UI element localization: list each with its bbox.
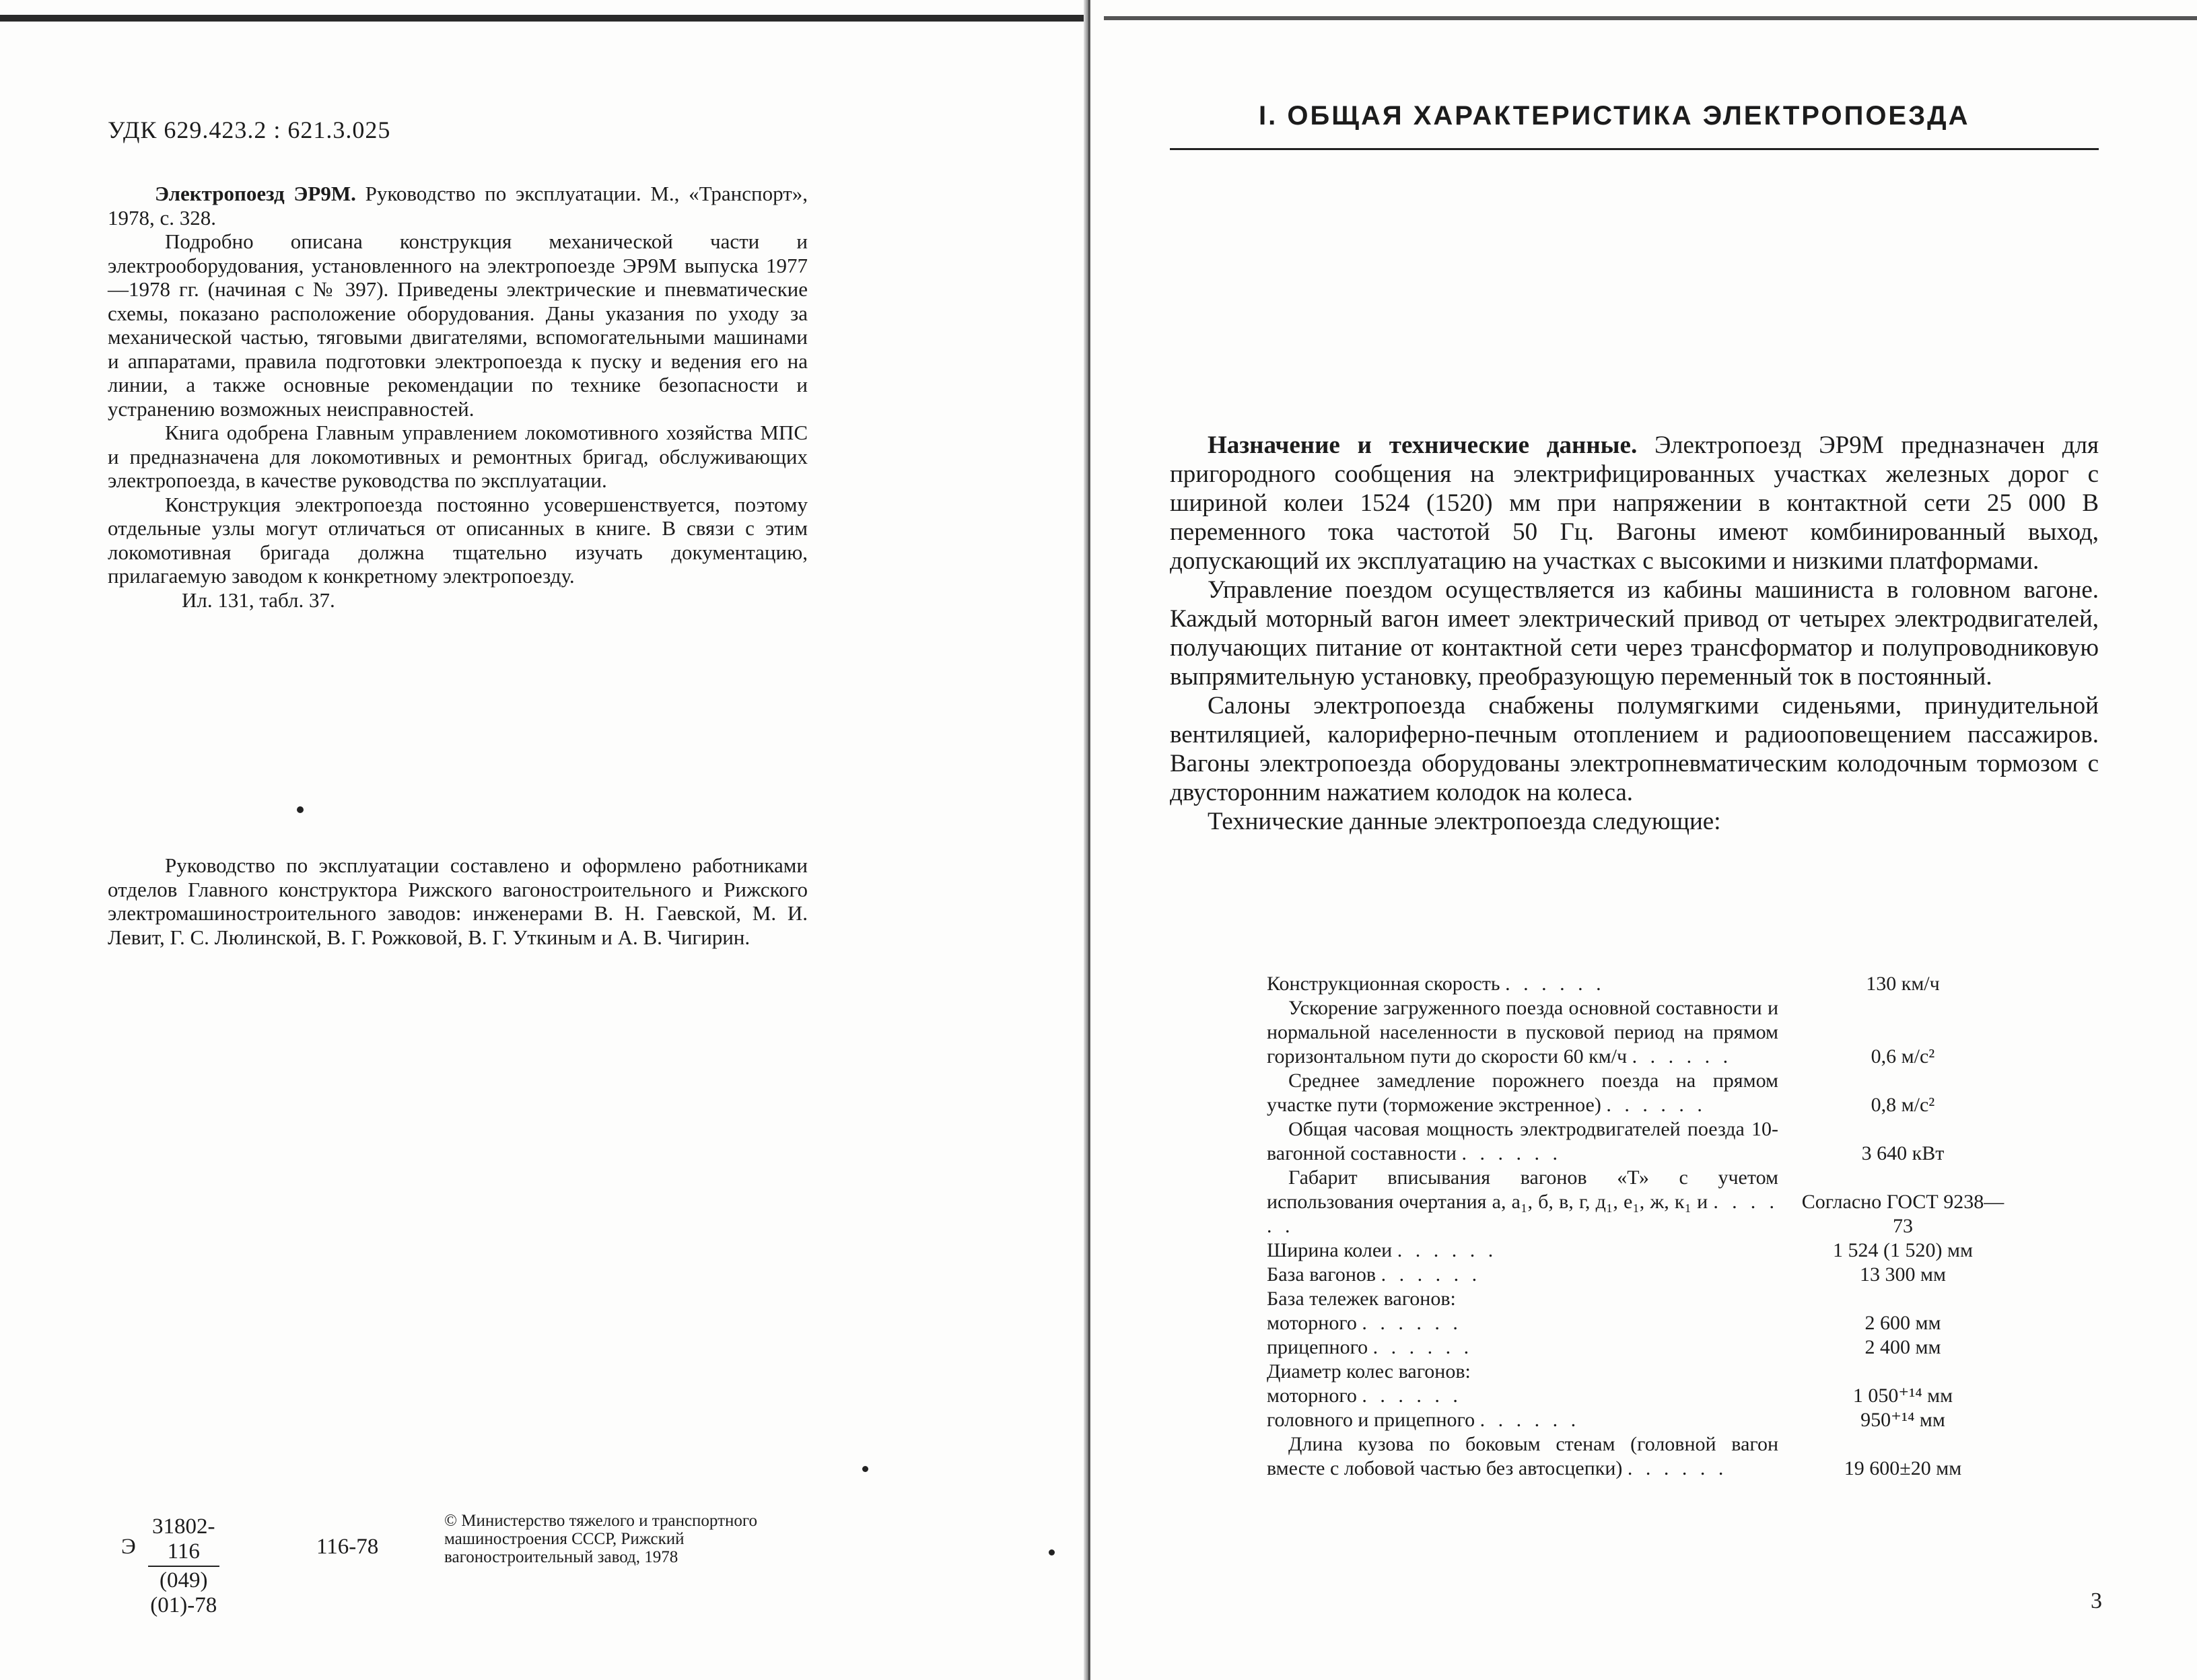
spec-label: прицепного . . . . . . (1267, 1336, 1473, 1358)
spec-label: База тележек вагонов: (1267, 1288, 1456, 1310)
udk-code: УДК 629.423.2 : 621.3.025 (108, 116, 391, 143)
spec-row (1267, 996, 2013, 1069)
spec-row (1267, 1408, 2013, 1432)
scan-edge-shadow (1104, 16, 2197, 20)
left-page (0, 0, 1090, 1680)
spec-row (1267, 1263, 2013, 1287)
spec-value: 1 524 (1 520) мм (1833, 1239, 1973, 1261)
annotation-title-rest: Руководство по эксплуатации. М., «Транспорт», 1978, с. 328. (108, 182, 808, 230)
spec-row (1267, 1311, 2013, 1335)
spec-label: Среднее замедление порожнего поезда на прямом участке пути (торможение экстренное) . . . . . . (1267, 1070, 1778, 1116)
copyright: © Министерство тяжелого и транспортного машиностроения СССР, Рижский вагоностроительный завод, 1978 (444, 1512, 758, 1566)
paragraph-specs-intro: Технические данные электропоезда следующие: (1208, 808, 1721, 835)
print-speck (297, 806, 304, 813)
spec-value (1778, 1360, 2013, 1384)
annotation-title (108, 182, 808, 230)
spec-row (1267, 972, 2013, 996)
spec-value: 13 300 мм (1860, 1263, 1946, 1286)
spec-label: Ширина колеи . . . . . . (1267, 1239, 1498, 1261)
spec-value: 2 600 мм (1864, 1312, 1941, 1334)
paragraph-salons: Салоны электропоезда снабжены полумягкими сиденьями, принудительной вентиляцией, калориферно-печным отоплением и радиооповещением пассажиров. Вагоны электропоезда оборудованы электропневматическим колодочным тормозом с двусторонним нажатием колодок на колеса. (1170, 692, 2099, 806)
spec-value: 130 км/ч (1866, 973, 1940, 995)
chapter-title: I. ОБЩАЯ ХАРАКТЕРИСТИКА ЭЛЕКТРОПОЕЗДА (1259, 101, 1970, 131)
imprint-denominator: (049) (01)-78 (150, 1568, 217, 1617)
paragraph-purpose-text: Электропоезд ЭР9М предназначен для пригородного сообщения на электрифицированных участках железных дорог с шириной колеи 1524 (1520) мм при напряжении в контактной сети 25 000 В переменного тока частотой 50 Гц. Вагоны имеют комбинированный выход, допускающий их эксплуатацию на участках с высокими и низкими платформами. (1170, 431, 2099, 575)
print-speck (862, 1466, 868, 1472)
spec-row (1267, 1117, 2013, 1166)
spec-value: 3 640 кВт (1861, 1142, 1945, 1164)
spec-label: Ускорение загруженного поезда основной составности и нормальной населенности в пусковой период на прямом горизонтальном пути до скорости 60 км/ч . . . . . . (1267, 997, 1778, 1068)
spec-row (1267, 1166, 2013, 1238)
authors-note-text: Руководство по эксплуатации составлено и оформлено работниками отделов Главного конструктора Рижского вагоностроительного и Рижского электромашиностроительного заводов: инженерами В. Н. Гаевской, М. И. Левит, Г. С. Люлинской, В. Г. Рожковой, В. Г. Уткиным и А. В. Чигирин. (108, 853, 808, 949)
spec-value: 1 050⁺¹⁴ мм (1852, 1385, 1953, 1407)
chapter-body (1170, 431, 2099, 836)
spec-row (1267, 1238, 2013, 1263)
imprint-numerator: 31802-116 (148, 1514, 219, 1567)
spec-row (1267, 1360, 2013, 1384)
annotation-para-1: Подробно описана конструкция механической части и электрооборудования, установленного на электропоезде ЭР9М выпуска 1977—1978 гг. (начиная с № 397). Приведены электрические и пневматические схемы, показано расположение оборудования. Даны указания по уходу за механической частью, тяговыми двигателями, вспомогательными машинами и аппаратами, правила подготовки электропоезда к пуску и ведения его на линии, а также основные рекомендации по технике безопасности и устранению возможных неисправностей. (108, 230, 808, 421)
spec-row (1267, 1432, 2013, 1481)
paragraph-purpose-heading: Назначение и технические данные. (1208, 431, 1638, 459)
spec-label: База вагонов . . . . . . (1267, 1263, 1481, 1286)
specs-table (1267, 972, 2013, 1481)
spec-value: 19 600±20 мм (1844, 1457, 1962, 1479)
spec-row (1267, 1069, 2013, 1117)
spec-label: моторного . . . . . . (1267, 1385, 1462, 1407)
spec-label: моторного . . . . . . (1267, 1312, 1462, 1334)
imprint-fraction (148, 1514, 219, 1618)
title-rule (1170, 148, 2099, 150)
scan-edge-shadow (0, 15, 1084, 22)
spec-row (1267, 1287, 2013, 1311)
spec-value (1778, 1287, 2013, 1311)
paragraph-purpose (1170, 431, 2099, 575)
spec-value: 950⁺¹⁴ мм (1860, 1409, 1945, 1431)
imprint-letter: Э (121, 1535, 136, 1559)
annotation-para-2: Книга одобрена Главным управлением локомотивного хозяйства МПС и предназначена для локомотивных и ремонтных бригад, обслуживающих электропоезда, в качестве руководства по эксплуатации. (108, 421, 808, 492)
spec-label: Длина кузова по боковым стенам (головной вагон вместе с лобовой частью без автосцепки) . . . . . . (1267, 1433, 1778, 1479)
annotation (108, 182, 808, 612)
annotation-illustrations: Ил. 131, табл. 37. (182, 588, 335, 612)
spec-value: 0,8 м/с² (1871, 1094, 1935, 1116)
spec-value: Согласно ГОСТ 9238—73 (1801, 1191, 2004, 1237)
spec-label: Диаметр колес вагонов: (1267, 1360, 1471, 1382)
print-speck (1049, 1549, 1055, 1555)
authors-note (108, 853, 808, 949)
spec-row (1267, 1335, 2013, 1360)
spec-row (1267, 1384, 2013, 1408)
spec-label: Конструкционная скорость . . . . . . (1267, 973, 1605, 995)
annotation-para-3: Конструкция электропоезда постоянно усовершенствуется, поэтому отдельные узлы могут отличаться от описанных в книге. В связи с этим локомотивная бригада должна тщательно изучать документацию, прилагаемую заводом к конкретному электропоезду. (108, 492, 808, 588)
page-number: 3 (2091, 1588, 2102, 1613)
paragraph-control: Управление поездом осуществляется из кабины машиниста в головном вагоне. Каждый моторный вагон имеет электрический привод от четырех электродвигателей, получающих питание от контактной сети через трансформатор и полупроводниковую выпрямительную установку, преобразующую переменный ток в постоянный. (1170, 576, 2099, 691)
spec-label: Габарит вписывания вагонов «Т» с учетом использования очертания а, а₁, б, в, г, д₁, е₁, ж, к₁ и . . . . . . (1267, 1166, 1778, 1237)
spec-value: 0,6 м/с² (1871, 1045, 1935, 1068)
spec-value: 2 400 мм (1864, 1336, 1941, 1358)
annotation-title-bold: Электропоезд ЭР9М. (155, 182, 356, 205)
spec-label: головного и прицепного . . . . . . (1267, 1409, 1580, 1431)
spec-label: Общая часовая мощность электродвигателей поезда 10-вагонной составности . . . . . . (1267, 1118, 1778, 1164)
imprint-tail: 116-78 (316, 1535, 379, 1559)
